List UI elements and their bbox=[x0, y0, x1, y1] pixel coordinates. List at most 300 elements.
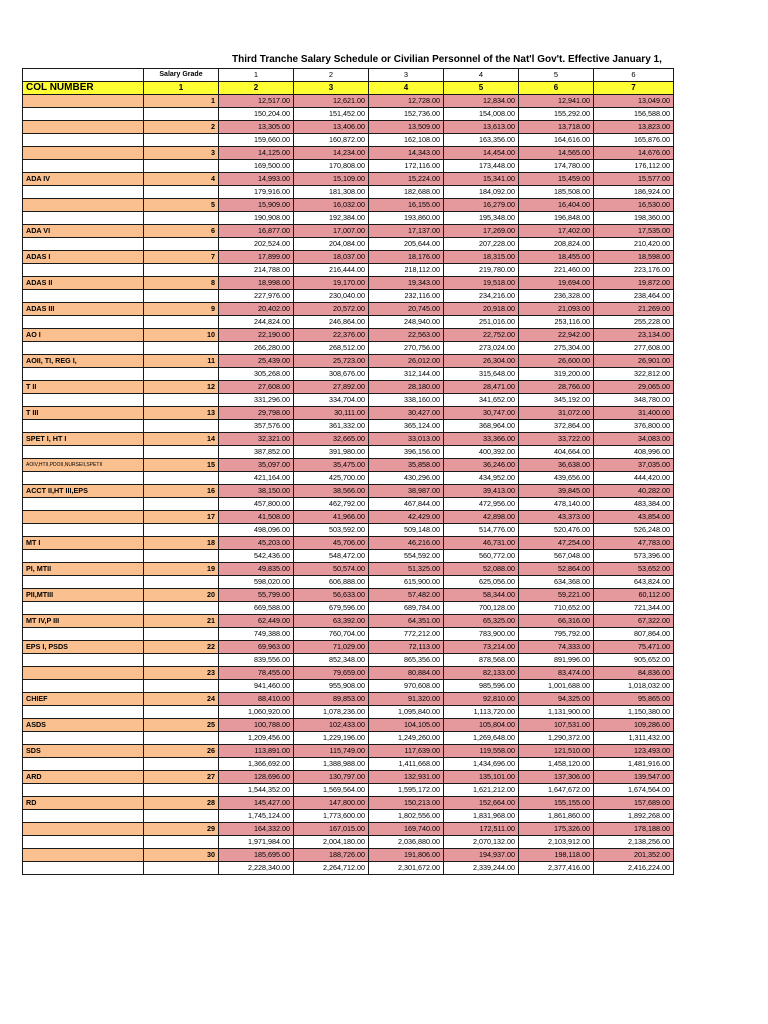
monthly-salary-cell: 65,325.00 bbox=[444, 615, 519, 628]
monthly-salary-cell: 13,049.00 bbox=[594, 95, 674, 108]
annual-salary-cell: 430,296.00 bbox=[369, 472, 444, 485]
annual-salary-cell: 341,652.00 bbox=[444, 394, 519, 407]
monthly-salary-cell: 18,998.00 bbox=[219, 277, 294, 290]
monthly-salary-cell: 64,351.00 bbox=[369, 615, 444, 628]
col-number-label: COL NUMBER bbox=[23, 82, 144, 95]
monthly-salary-cell: 16,032.00 bbox=[294, 199, 369, 212]
salary-grade-cell: 24 bbox=[144, 693, 219, 706]
empty-cell bbox=[23, 290, 144, 303]
annual-salary-cell: 2,264,712.00 bbox=[294, 862, 369, 875]
position-title-cell: AO I bbox=[23, 329, 144, 342]
monthly-salary-row bbox=[23, 407, 674, 420]
annual-salary-row bbox=[23, 134, 674, 147]
annual-salary-cell: 425,700.00 bbox=[294, 472, 369, 485]
monthly-salary-cell: 18,315.00 bbox=[444, 251, 519, 264]
annual-salary-cell: 275,304.00 bbox=[519, 342, 594, 355]
annual-salary-cell: 1,773,600.00 bbox=[294, 810, 369, 823]
empty-cell bbox=[144, 316, 219, 329]
empty-cell bbox=[23, 316, 144, 329]
annual-salary-cell: 1,971,984.00 bbox=[219, 836, 294, 849]
monthly-salary-cell: 91,320.00 bbox=[369, 693, 444, 706]
monthly-salary-cell: 28,766.00 bbox=[519, 381, 594, 394]
annual-salary-row bbox=[23, 628, 674, 641]
annual-salary-cell: 170,808.00 bbox=[294, 160, 369, 173]
position-title-cell: MT I bbox=[23, 537, 144, 550]
monthly-salary-cell: 62,449.00 bbox=[219, 615, 294, 628]
annual-salary-cell: 2,377,416.00 bbox=[519, 862, 594, 875]
monthly-salary-cell: 19,343.00 bbox=[369, 277, 444, 290]
annual-salary-row bbox=[23, 680, 674, 693]
annual-salary-cell: 852,348.00 bbox=[294, 654, 369, 667]
empty-cell bbox=[23, 680, 144, 693]
monthly-salary-cell: 18,598.00 bbox=[594, 251, 674, 264]
monthly-salary-cell: 145,427.00 bbox=[219, 797, 294, 810]
monthly-salary-cell: 51,325.00 bbox=[369, 563, 444, 576]
annual-salary-cell: 408,996.00 bbox=[594, 446, 674, 459]
monthly-salary-cell: 63,392.00 bbox=[294, 615, 369, 628]
annual-salary-row bbox=[23, 706, 674, 719]
annual-salary-row bbox=[23, 836, 674, 849]
monthly-salary-cell: 39,413.00 bbox=[444, 485, 519, 498]
monthly-salary-cell: 89,853.00 bbox=[294, 693, 369, 706]
monthly-salary-cell: 13,823.00 bbox=[594, 121, 674, 134]
monthly-salary-cell: 172,511.00 bbox=[444, 823, 519, 836]
annual-salary-cell: 606,888.00 bbox=[294, 576, 369, 589]
empty-cell bbox=[23, 706, 144, 719]
annual-salary-cell: 554,592.00 bbox=[369, 550, 444, 563]
empty-cell bbox=[23, 212, 144, 225]
annual-salary-cell: 270,756.00 bbox=[369, 342, 444, 355]
monthly-salary-row bbox=[23, 693, 674, 706]
monthly-salary-cell: 139,547.00 bbox=[594, 771, 674, 784]
empty-cell bbox=[23, 576, 144, 589]
annual-salary-cell: 248,940.00 bbox=[369, 316, 444, 329]
annual-salary-cell: 232,116.00 bbox=[369, 290, 444, 303]
monthly-salary-cell: 13,613.00 bbox=[444, 121, 519, 134]
annual-salary-cell: 1,018,032.00 bbox=[594, 680, 674, 693]
empty-cell bbox=[144, 680, 219, 693]
monthly-salary-cell: 20,745.00 bbox=[369, 303, 444, 316]
annual-salary-cell: 2,228,340.00 bbox=[219, 862, 294, 875]
salary-grade-cell: 11 bbox=[144, 355, 219, 368]
position-title-cell bbox=[23, 849, 144, 862]
monthly-salary-cell: 31,072.00 bbox=[519, 407, 594, 420]
annual-salary-cell: 1,458,120.00 bbox=[519, 758, 594, 771]
monthly-salary-cell: 42,429.00 bbox=[369, 511, 444, 524]
monthly-salary-cell: 60,112.00 bbox=[594, 589, 674, 602]
salary-grade-cell: 15 bbox=[144, 459, 219, 472]
monthly-salary-cell: 32,665.00 bbox=[294, 433, 369, 446]
annual-salary-cell: 560,772.00 bbox=[444, 550, 519, 563]
annual-salary-cell: 478,140.00 bbox=[519, 498, 594, 511]
salary-grade-cell: 30 bbox=[144, 849, 219, 862]
annual-salary-row bbox=[23, 550, 674, 563]
monthly-salary-cell: 50,574.00 bbox=[294, 563, 369, 576]
annual-salary-cell: 1,621,212.00 bbox=[444, 784, 519, 797]
monthly-salary-cell: 43,854.00 bbox=[594, 511, 674, 524]
annual-salary-cell: 315,648.00 bbox=[444, 368, 519, 381]
annual-salary-cell: 159,660.00 bbox=[219, 134, 294, 147]
annual-salary-cell: 368,964.00 bbox=[444, 420, 519, 433]
annual-salary-cell: 1,131,900.00 bbox=[519, 706, 594, 719]
annual-salary-cell: 1,060,920.00 bbox=[219, 706, 294, 719]
salary-grade-cell: 9 bbox=[144, 303, 219, 316]
empty-cell bbox=[23, 758, 144, 771]
monthly-salary-row bbox=[23, 719, 674, 732]
monthly-salary-cell: 123,493.00 bbox=[594, 745, 674, 758]
annual-salary-cell: 361,332.00 bbox=[294, 420, 369, 433]
monthly-salary-cell: 12,621.00 bbox=[294, 95, 369, 108]
salary-grade-cell: 14 bbox=[144, 433, 219, 446]
monthly-salary-cell: 28,471.00 bbox=[444, 381, 519, 394]
annual-salary-cell: 277,608.00 bbox=[594, 342, 674, 355]
monthly-salary-row bbox=[23, 277, 674, 290]
annual-salary-row bbox=[23, 732, 674, 745]
monthly-salary-cell: 78,455.00 bbox=[219, 667, 294, 680]
salary-grade-cell: 23 bbox=[144, 667, 219, 680]
annual-salary-cell: 357,576.00 bbox=[219, 420, 294, 433]
monthly-salary-cell: 102,433.00 bbox=[294, 719, 369, 732]
monthly-salary-cell: 19,170.00 bbox=[294, 277, 369, 290]
monthly-salary-cell: 14,676.00 bbox=[594, 147, 674, 160]
annual-salary-cell: 216,444.00 bbox=[294, 264, 369, 277]
monthly-salary-cell: 17,137.00 bbox=[369, 225, 444, 238]
annual-salary-row bbox=[23, 498, 674, 511]
position-title-cell bbox=[23, 121, 144, 134]
annual-salary-cell: 514,776.00 bbox=[444, 524, 519, 537]
annual-salary-row bbox=[23, 238, 674, 251]
annual-salary-cell: 2,339,244.00 bbox=[444, 862, 519, 875]
monthly-salary-cell: 13,509.00 bbox=[369, 121, 444, 134]
annual-salary-row bbox=[23, 810, 674, 823]
monthly-salary-cell: 198,118.00 bbox=[519, 849, 594, 862]
monthly-salary-cell: 194,937.00 bbox=[444, 849, 519, 862]
col-number-cell: 4 bbox=[369, 82, 444, 95]
monthly-salary-cell: 152,664.00 bbox=[444, 797, 519, 810]
monthly-salary-row bbox=[23, 823, 674, 836]
annual-salary-cell: 186,924.00 bbox=[594, 186, 674, 199]
annual-salary-cell: 331,296.00 bbox=[219, 394, 294, 407]
monthly-salary-row bbox=[23, 745, 674, 758]
annual-salary-cell: 1,290,372.00 bbox=[519, 732, 594, 745]
empty-cell bbox=[23, 186, 144, 199]
monthly-salary-cell: 19,518.00 bbox=[444, 277, 519, 290]
monthly-salary-cell: 17,007.00 bbox=[294, 225, 369, 238]
annual-salary-cell: 372,864.00 bbox=[519, 420, 594, 433]
monthly-salary-row bbox=[23, 355, 674, 368]
monthly-salary-cell: 16,155.00 bbox=[369, 199, 444, 212]
annual-salary-cell: 179,916.00 bbox=[219, 186, 294, 199]
empty-cell bbox=[144, 160, 219, 173]
monthly-salary-cell: 25,723.00 bbox=[294, 355, 369, 368]
monthly-salary-cell: 167,015.00 bbox=[294, 823, 369, 836]
annual-salary-row bbox=[23, 212, 674, 225]
monthly-salary-cell: 46,731.00 bbox=[444, 537, 519, 550]
step-header: 4 bbox=[444, 69, 519, 82]
annual-salary-cell: 322,812.00 bbox=[594, 368, 674, 381]
monthly-salary-cell: 22,942.00 bbox=[519, 329, 594, 342]
annual-salary-cell: 404,664.00 bbox=[519, 446, 594, 459]
monthly-salary-cell: 28,180.00 bbox=[369, 381, 444, 394]
empty-cell bbox=[144, 654, 219, 667]
monthly-salary-cell: 18,455.00 bbox=[519, 251, 594, 264]
annual-salary-cell: 421,164.00 bbox=[219, 472, 294, 485]
monthly-salary-cell: 16,279.00 bbox=[444, 199, 519, 212]
position-title-cell: ADAS I bbox=[23, 251, 144, 264]
annual-salary-cell: 1,481,916.00 bbox=[594, 758, 674, 771]
annual-salary-cell: 905,652.00 bbox=[594, 654, 674, 667]
annual-salary-cell: 710,652.00 bbox=[519, 602, 594, 615]
monthly-salary-cell: 18,176.00 bbox=[369, 251, 444, 264]
monthly-salary-cell: 201,352.00 bbox=[594, 849, 674, 862]
monthly-salary-cell: 15,577.00 bbox=[594, 173, 674, 186]
annual-salary-cell: 154,008.00 bbox=[444, 108, 519, 121]
monthly-salary-row bbox=[23, 381, 674, 394]
monthly-salary-row bbox=[23, 303, 674, 316]
step-header: 1 bbox=[219, 69, 294, 82]
monthly-salary-cell: 175,326.00 bbox=[519, 823, 594, 836]
position-title-cell: SPET I, HT I bbox=[23, 433, 144, 446]
monthly-salary-cell: 47,254.00 bbox=[519, 537, 594, 550]
annual-salary-cell: 472,956.00 bbox=[444, 498, 519, 511]
salary-schedule-table bbox=[22, 68, 674, 875]
monthly-salary-cell: 67,322.00 bbox=[594, 615, 674, 628]
monthly-salary-cell: 150,213.00 bbox=[369, 797, 444, 810]
monthly-salary-cell: 17,899.00 bbox=[219, 251, 294, 264]
monthly-salary-cell: 100,788.00 bbox=[219, 719, 294, 732]
monthly-salary-cell: 79,659.00 bbox=[294, 667, 369, 680]
annual-salary-cell: 1,595,172.00 bbox=[369, 784, 444, 797]
annual-salary-cell: 182,688.00 bbox=[369, 186, 444, 199]
position-title-cell: ACCT II,HT III,EPS bbox=[23, 485, 144, 498]
position-title-cell: RD bbox=[23, 797, 144, 810]
annual-salary-cell: 542,436.00 bbox=[219, 550, 294, 563]
empty-cell bbox=[23, 342, 144, 355]
annual-salary-cell: 1,269,648.00 bbox=[444, 732, 519, 745]
annual-salary-cell: 192,384.00 bbox=[294, 212, 369, 225]
monthly-salary-cell: 121,510.00 bbox=[519, 745, 594, 758]
monthly-salary-cell: 52,088.00 bbox=[444, 563, 519, 576]
salary-grade-cell: 20 bbox=[144, 589, 219, 602]
col-number-cell: 3 bbox=[294, 82, 369, 95]
step-header: 6 bbox=[594, 69, 674, 82]
annual-salary-row bbox=[23, 264, 674, 277]
empty-cell bbox=[144, 810, 219, 823]
annual-salary-cell: 2,103,912.00 bbox=[519, 836, 594, 849]
position-title-cell: PII,MTIII bbox=[23, 589, 144, 602]
annual-salary-cell: 749,388.00 bbox=[219, 628, 294, 641]
position-title-cell: ARD bbox=[23, 771, 144, 784]
monthly-salary-cell: 34,083.00 bbox=[594, 433, 674, 446]
position-title-cell: T III bbox=[23, 407, 144, 420]
monthly-salary-cell: 137,306.00 bbox=[519, 771, 594, 784]
annual-salary-cell: 376,800.00 bbox=[594, 420, 674, 433]
monthly-salary-cell: 33,366.00 bbox=[444, 433, 519, 446]
empty-cell bbox=[23, 628, 144, 641]
monthly-salary-cell: 107,531.00 bbox=[519, 719, 594, 732]
monthly-salary-cell: 40,282.00 bbox=[594, 485, 674, 498]
annual-salary-cell: 255,228.00 bbox=[594, 316, 674, 329]
monthly-salary-cell: 41,966.00 bbox=[294, 511, 369, 524]
annual-salary-cell: 185,508.00 bbox=[519, 186, 594, 199]
annual-salary-row bbox=[23, 316, 674, 329]
monthly-salary-cell: 14,234.00 bbox=[294, 147, 369, 160]
annual-salary-row bbox=[23, 602, 674, 615]
annual-salary-cell: 941,460.00 bbox=[219, 680, 294, 693]
annual-salary-cell: 1,229,196.00 bbox=[294, 732, 369, 745]
annual-salary-cell: 689,784.00 bbox=[369, 602, 444, 615]
monthly-salary-row bbox=[23, 173, 674, 186]
monthly-salary-row bbox=[23, 95, 674, 108]
empty-cell bbox=[144, 134, 219, 147]
empty-cell bbox=[23, 550, 144, 563]
monthly-salary-cell: 31,400.00 bbox=[594, 407, 674, 420]
monthly-salary-cell: 92,810.00 bbox=[444, 693, 519, 706]
empty-cell bbox=[144, 784, 219, 797]
annual-salary-cell: 198,360.00 bbox=[594, 212, 674, 225]
empty-cell bbox=[144, 862, 219, 875]
monthly-salary-cell: 17,402.00 bbox=[519, 225, 594, 238]
monthly-salary-cell: 147,800.00 bbox=[294, 797, 369, 810]
monthly-salary-cell: 13,406.00 bbox=[294, 121, 369, 134]
monthly-salary-row bbox=[23, 485, 674, 498]
monthly-salary-cell: 178,188.00 bbox=[594, 823, 674, 836]
empty-cell bbox=[144, 732, 219, 745]
monthly-salary-cell: 80,884.00 bbox=[369, 667, 444, 680]
monthly-salary-cell: 115,749.00 bbox=[294, 745, 369, 758]
monthly-salary-cell: 15,459.00 bbox=[519, 173, 594, 186]
monthly-salary-cell: 21,093.00 bbox=[519, 303, 594, 316]
monthly-salary-cell: 41,508.00 bbox=[219, 511, 294, 524]
monthly-salary-cell: 43,373.00 bbox=[519, 511, 594, 524]
annual-salary-cell: 319,200.00 bbox=[519, 368, 594, 381]
monthly-salary-cell: 113,891.00 bbox=[219, 745, 294, 758]
position-title-cell: ADA IV bbox=[23, 173, 144, 186]
annual-salary-cell: 721,344.00 bbox=[594, 602, 674, 615]
monthly-salary-row bbox=[23, 251, 674, 264]
annual-salary-cell: 2,036,880.00 bbox=[369, 836, 444, 849]
annual-salary-row bbox=[23, 420, 674, 433]
monthly-salary-cell: 17,269.00 bbox=[444, 225, 519, 238]
annual-salary-row bbox=[23, 368, 674, 381]
monthly-salary-cell: 30,111.00 bbox=[294, 407, 369, 420]
empty-cell bbox=[23, 108, 144, 121]
monthly-salary-cell: 94,325.00 bbox=[519, 693, 594, 706]
annual-salary-cell: 236,328.00 bbox=[519, 290, 594, 303]
annual-salary-cell: 160,872.00 bbox=[294, 134, 369, 147]
annual-salary-cell: 795,792.00 bbox=[519, 628, 594, 641]
monthly-salary-cell: 130,797.00 bbox=[294, 771, 369, 784]
annual-salary-cell: 156,588.00 bbox=[594, 108, 674, 121]
empty-cell bbox=[144, 446, 219, 459]
monthly-salary-cell: 128,696.00 bbox=[219, 771, 294, 784]
empty-cell bbox=[23, 160, 144, 173]
monthly-salary-row bbox=[23, 615, 674, 628]
annual-salary-cell: 760,704.00 bbox=[294, 628, 369, 641]
monthly-salary-cell: 83,474.00 bbox=[519, 667, 594, 680]
position-title-cell: ADAS III bbox=[23, 303, 144, 316]
monthly-salary-cell: 16,404.00 bbox=[519, 199, 594, 212]
monthly-salary-cell: 84,836.00 bbox=[594, 667, 674, 680]
position-title-cell bbox=[23, 823, 144, 836]
annual-salary-cell: 643,824.00 bbox=[594, 576, 674, 589]
annual-salary-cell: 1,150,380.00 bbox=[594, 706, 674, 719]
monthly-salary-cell: 22,376.00 bbox=[294, 329, 369, 342]
annual-salary-cell: 457,800.00 bbox=[219, 498, 294, 511]
step-header: 5 bbox=[519, 69, 594, 82]
monthly-salary-cell: 27,608.00 bbox=[219, 381, 294, 394]
monthly-salary-cell: 132,931.00 bbox=[369, 771, 444, 784]
annual-salary-cell: 181,308.00 bbox=[294, 186, 369, 199]
empty-cell bbox=[144, 628, 219, 641]
annual-salary-cell: 483,384.00 bbox=[594, 498, 674, 511]
annual-salary-cell: 434,952.00 bbox=[444, 472, 519, 485]
annual-salary-cell: 348,780.00 bbox=[594, 394, 674, 407]
monthly-salary-cell: 17,535.00 bbox=[594, 225, 674, 238]
monthly-salary-cell: 15,109.00 bbox=[294, 173, 369, 186]
annual-salary-cell: 268,512.00 bbox=[294, 342, 369, 355]
monthly-salary-cell: 23,134.00 bbox=[594, 329, 674, 342]
annual-salary-row bbox=[23, 758, 674, 771]
salary-grade-cell: 8 bbox=[144, 277, 219, 290]
monthly-salary-row bbox=[23, 797, 674, 810]
monthly-salary-cell: 14,993.00 bbox=[219, 173, 294, 186]
annual-salary-cell: 520,476.00 bbox=[519, 524, 594, 537]
position-title-cell: PI, MTII bbox=[23, 563, 144, 576]
annual-salary-cell: 1,647,672.00 bbox=[519, 784, 594, 797]
monthly-salary-cell: 29,798.00 bbox=[219, 407, 294, 420]
monthly-salary-cell: 13,718.00 bbox=[519, 121, 594, 134]
annual-salary-cell: 244,824.00 bbox=[219, 316, 294, 329]
annual-salary-cell: 439,656.00 bbox=[519, 472, 594, 485]
empty-cell bbox=[144, 602, 219, 615]
annual-salary-row bbox=[23, 160, 674, 173]
monthly-salary-cell: 14,125.00 bbox=[219, 147, 294, 160]
annual-salary-cell: 308,676.00 bbox=[294, 368, 369, 381]
annual-salary-row bbox=[23, 784, 674, 797]
empty-cell bbox=[23, 264, 144, 277]
col-number-cell: 2 bbox=[219, 82, 294, 95]
monthly-salary-cell: 95,865.00 bbox=[594, 693, 674, 706]
monthly-salary-cell: 20,918.00 bbox=[444, 303, 519, 316]
annual-salary-cell: 1,831,968.00 bbox=[444, 810, 519, 823]
annual-salary-cell: 1,802,556.00 bbox=[369, 810, 444, 823]
monthly-salary-cell: 22,752.00 bbox=[444, 329, 519, 342]
annual-salary-cell: 567,048.00 bbox=[519, 550, 594, 563]
monthly-salary-cell: 155,155.00 bbox=[519, 797, 594, 810]
monthly-salary-cell: 42,898.00 bbox=[444, 511, 519, 524]
empty-cell bbox=[23, 238, 144, 251]
monthly-salary-cell: 75,471.00 bbox=[594, 641, 674, 654]
monthly-salary-cell: 69,963.00 bbox=[219, 641, 294, 654]
monthly-salary-cell: 25,439.00 bbox=[219, 355, 294, 368]
empty-cell bbox=[144, 108, 219, 121]
salary-grade-cell: 27 bbox=[144, 771, 219, 784]
empty-cell bbox=[144, 394, 219, 407]
annual-salary-cell: 2,301,672.00 bbox=[369, 862, 444, 875]
annual-salary-cell: 985,596.00 bbox=[444, 680, 519, 693]
monthly-salary-cell: 29,065.00 bbox=[594, 381, 674, 394]
empty-cell bbox=[144, 290, 219, 303]
salary-grade-cell: 4 bbox=[144, 173, 219, 186]
salary-grade-cell: 3 bbox=[144, 147, 219, 160]
annual-salary-cell: 548,472.00 bbox=[294, 550, 369, 563]
monthly-salary-cell: 21,269.00 bbox=[594, 303, 674, 316]
empty-cell bbox=[144, 264, 219, 277]
annual-salary-cell: 891,996.00 bbox=[519, 654, 594, 667]
annual-salary-cell: 2,070,132.00 bbox=[444, 836, 519, 849]
annual-salary-cell: 526,248.00 bbox=[594, 524, 674, 537]
